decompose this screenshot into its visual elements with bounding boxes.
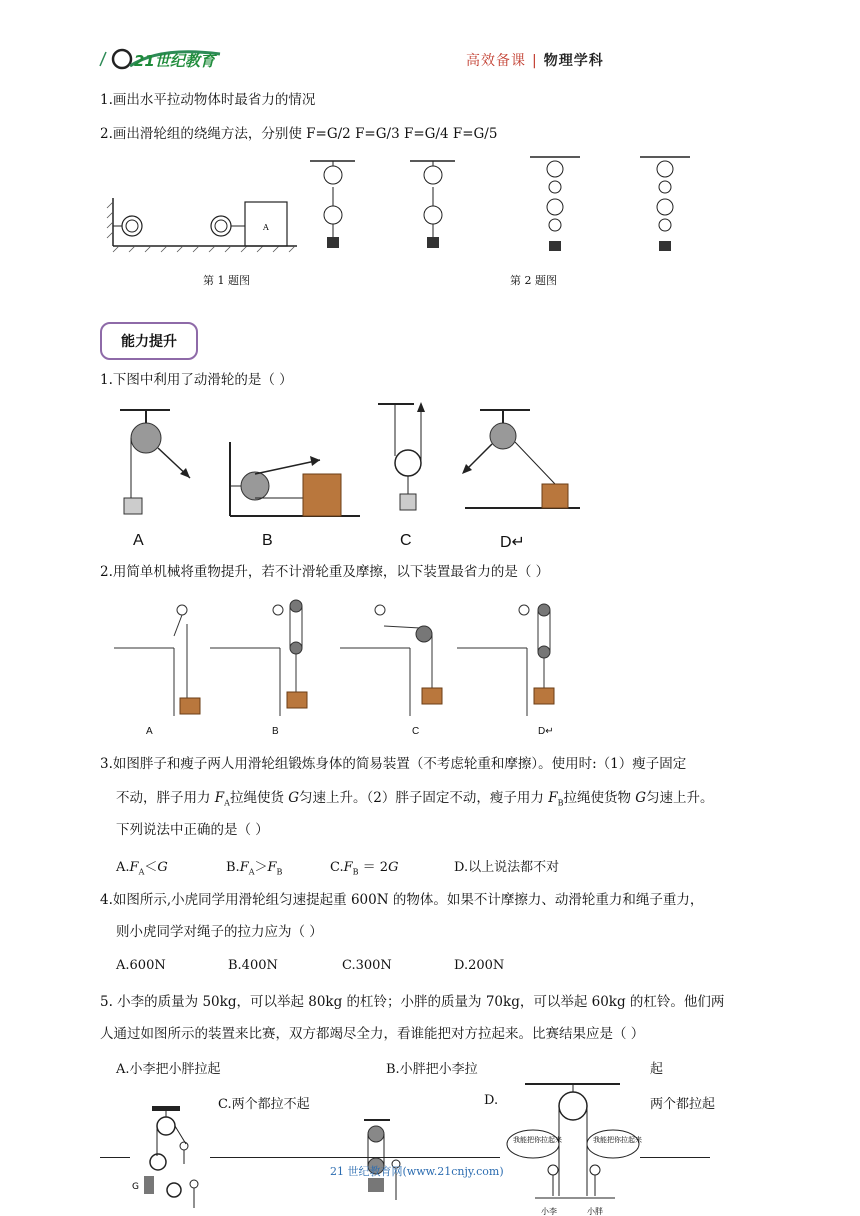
header-separator: | xyxy=(532,53,538,69)
pulley-set-3 xyxy=(530,157,580,251)
q4-option-c: C.300N xyxy=(342,958,392,973)
intro-q1: 1.画出水平拉动物体时最省力的情况 xyxy=(100,92,316,108)
q2-label-b: B xyxy=(272,726,279,737)
q1-label-b: B xyxy=(262,532,273,549)
intro-q2: 2.画出滑轮组的绕绳方法，分别使 F=G/2 F=G/3 F=G/4 F=G/5 xyxy=(100,126,498,142)
q5-figure xyxy=(505,1078,645,1216)
subject-label: 物理学科 xyxy=(543,53,604,69)
q2-label-d: D↵ xyxy=(538,726,554,737)
q1-label-a: A xyxy=(133,532,144,549)
q2-label-c: C xyxy=(412,726,420,737)
block-label: A xyxy=(263,223,269,232)
q5-option-c: C.两个都拉不起 xyxy=(218,1097,310,1112)
q4-option-a: A.600N xyxy=(116,958,166,973)
weight-label: G xyxy=(132,1182,139,1192)
pulley-set-1 xyxy=(310,161,355,248)
q4-line1: 4.如图所示,小虎同学用滑轮组匀速提起重 600N 的物体。如果不计摩擦力、动滑轮重力和绳子重力， xyxy=(100,892,704,908)
q3-line3: 下列说法中正确的是（ ） xyxy=(116,822,269,838)
footer-rule-right xyxy=(640,1157,710,1158)
q1-label-c: C xyxy=(400,532,412,549)
q2-text: 2.用简单机械将重物提升，若不计滑轮重及摩擦，以下装置最省力的是（ ） xyxy=(100,564,550,580)
q3-line1: 3.如图胖子和瘦子两人用滑轮组锻炼身体的简易装置（不考虑轮重和摩擦）。使用时:（1）瘦子固定 xyxy=(100,756,687,772)
bubble-right: 我能把你拉起来 xyxy=(593,1136,642,1144)
q3-option-b: $B.F_A>F_B$ xyxy=(226,860,283,877)
q4-option-b: B.400N xyxy=(228,958,278,973)
section-title: 能力提升 xyxy=(100,322,198,360)
logo xyxy=(100,44,230,74)
q2-figure xyxy=(112,596,562,721)
header-brand xyxy=(466,50,604,70)
figure-2 xyxy=(305,155,705,255)
bubble-left: 我能把你拉起来 xyxy=(513,1136,562,1144)
q5-line1: 5. 小李的质量为 50kg，可以举起 80kg 的杠铃；小胖的质量为 70kg，可以举起 60kg 的杠铃。他们两 xyxy=(100,994,725,1010)
q1-text: 1.下图中利用了动滑轮的是（ ） xyxy=(100,372,293,388)
q5-option-d-tail: 两个都拉起 xyxy=(650,1097,716,1112)
q3-option-c: $C.F_B = 2G$ xyxy=(330,860,399,877)
figure-1 xyxy=(105,190,305,250)
footer-rule-left xyxy=(100,1157,130,1158)
caption-fig1: 第 1 题图 xyxy=(203,274,250,287)
q5-option-a: A.小李把小胖拉起 xyxy=(116,1062,221,1077)
q1-label-d: D↵ xyxy=(500,534,525,551)
q4-option-d: D.200N xyxy=(454,958,505,973)
q3-figure xyxy=(128,1104,208,1216)
pulley-set-4 xyxy=(640,157,690,251)
q3-option-a: $A.F_A<G$ xyxy=(116,860,168,877)
q4-line2: 则小虎同学对绳子的拉力应为（ ） xyxy=(116,924,323,940)
footer-rule-mid xyxy=(210,1157,500,1158)
q5-option-d: D. xyxy=(484,1093,499,1108)
q5-option-b-tail: 起 xyxy=(650,1062,664,1077)
q5-option-b: B.小胖把小李拉 xyxy=(386,1062,478,1077)
brand-label: 高效备课 xyxy=(466,53,526,69)
logo-text: 21世纪教育 xyxy=(134,52,215,70)
person-right: 小胖 xyxy=(587,1207,603,1216)
q1-figure xyxy=(110,398,580,523)
person-left: 小李 xyxy=(541,1207,557,1216)
footer-text[interactable]: 21 世纪教育网(www.21cnjy.com) xyxy=(330,1165,504,1178)
q3-line2: 不动，胖子用力 $F_A$拉绳使货 G匀速上升。（2）胖子固定不动，瘦子用力 $F_B$拉绳使货物 G匀速上升。 xyxy=(116,790,714,808)
q3-option-d: D.以上说法都不对 xyxy=(454,860,560,875)
q2-label-a: A xyxy=(146,726,153,737)
pulley-set-2 xyxy=(410,161,455,248)
q5-line2: 人通过如图所示的装置来比赛，双方都竭尽全力，看谁能把对方拉起来。比赛结果应是（ ） xyxy=(100,1026,645,1042)
caption-fig2: 第 2 题图 xyxy=(510,274,557,287)
